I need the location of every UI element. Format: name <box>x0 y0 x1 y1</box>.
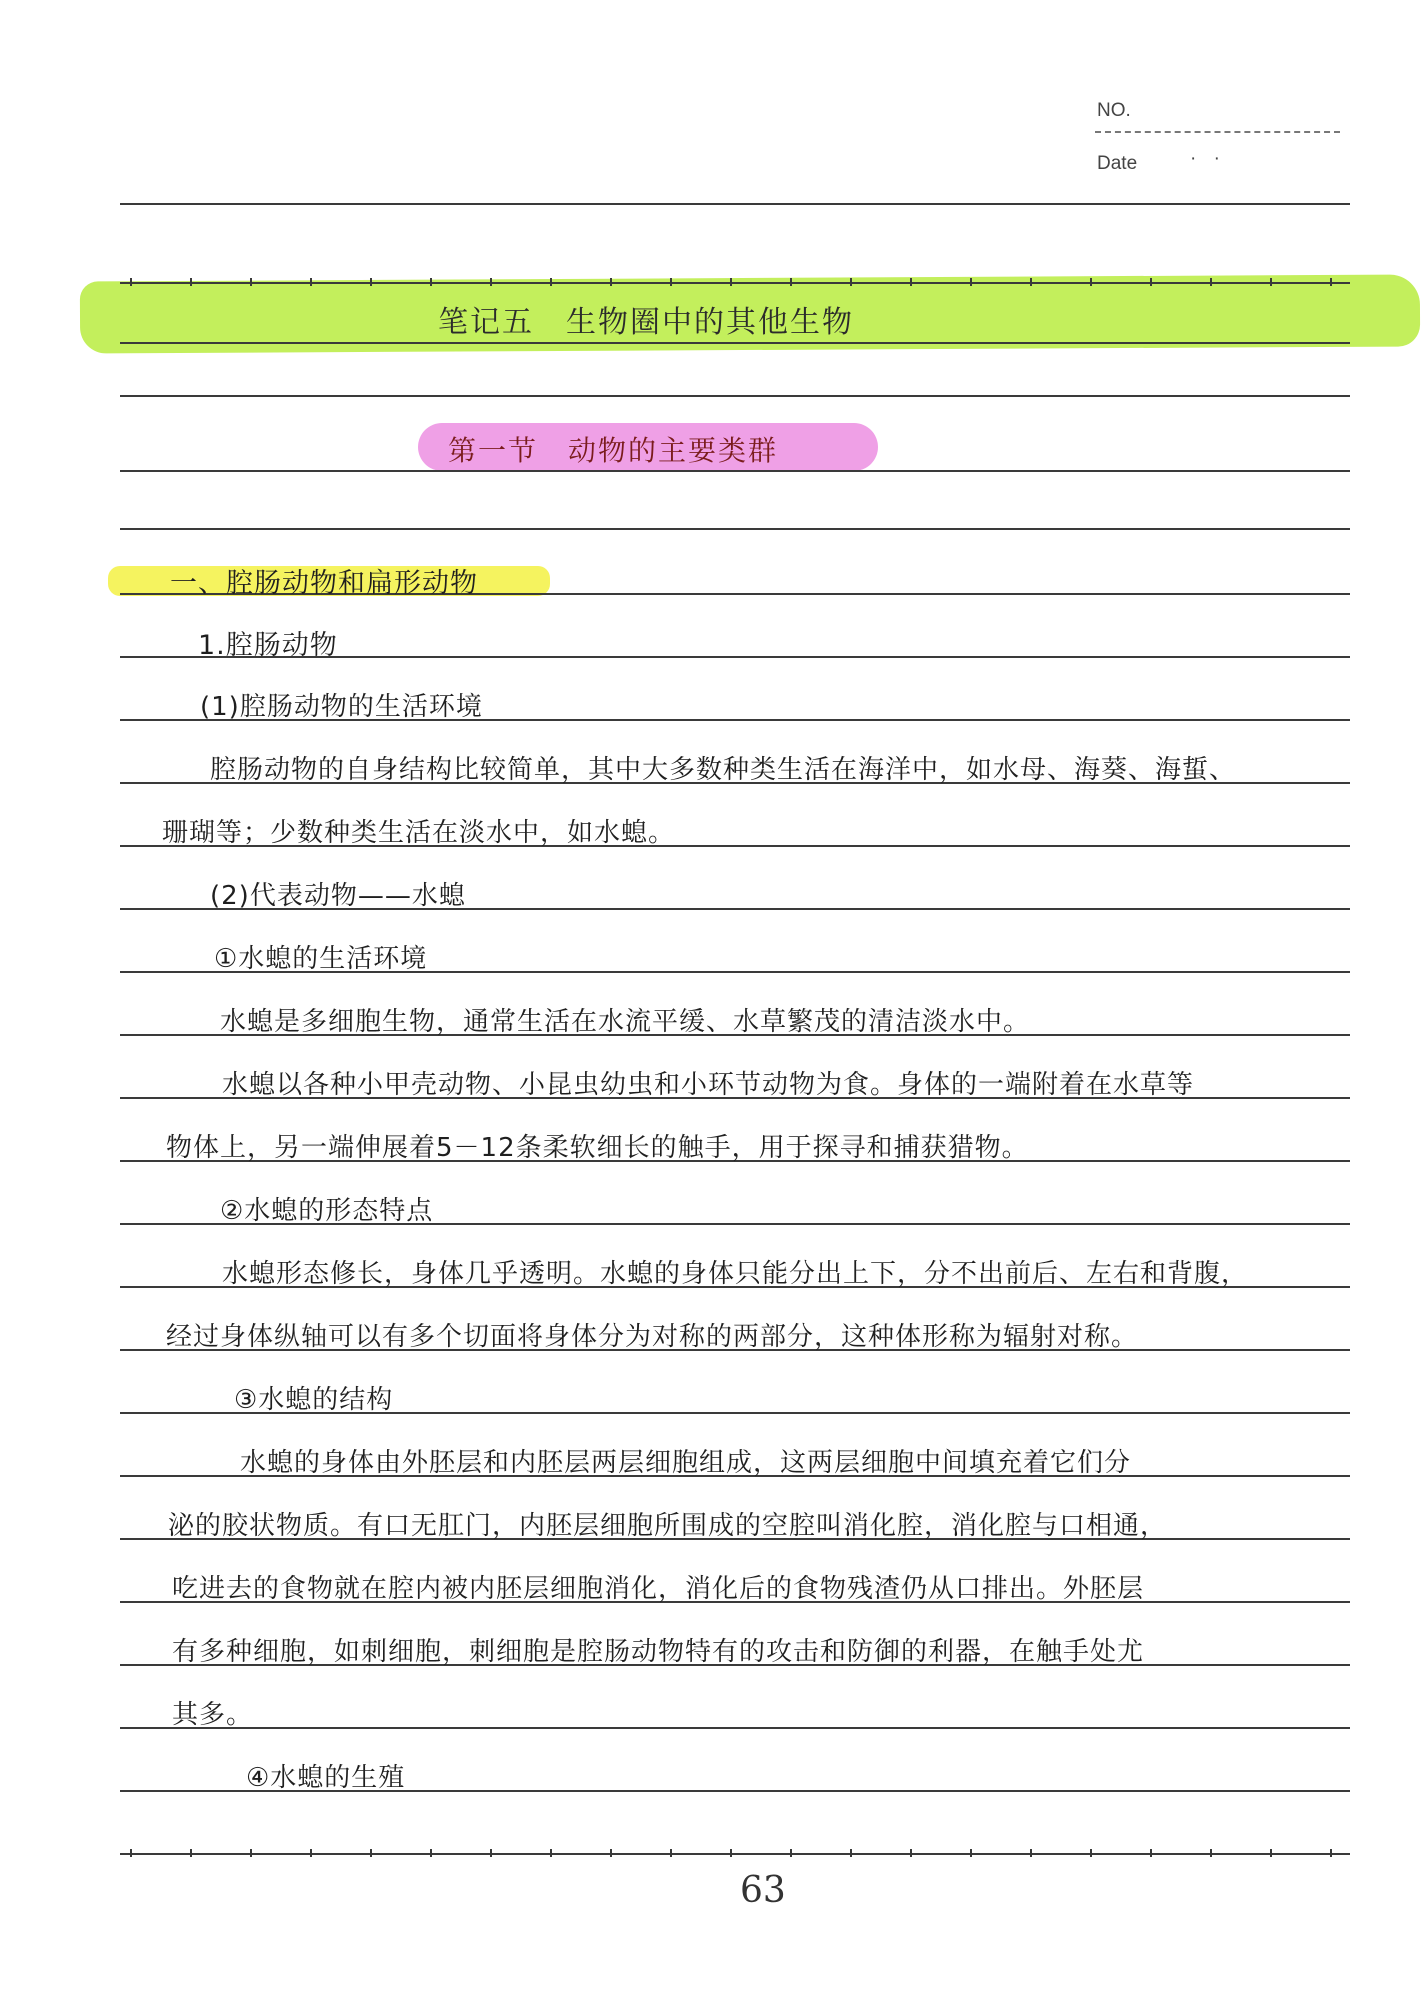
paragraph-line: 吃进去的食物就在腔内被内胚层细胞消化，消化后的食物残渣仍从口排出。外胚层 <box>172 1574 1145 1604</box>
ruled-line <box>120 203 1350 205</box>
heading-level-4: ①水螅的生活环境 <box>214 944 428 974</box>
number-label: NO. <box>1097 100 1131 121</box>
ruled-line <box>120 470 1350 472</box>
ruled-line <box>120 528 1350 530</box>
chapter-title: 笔记五 生物圈中的其他生物 <box>438 305 854 340</box>
number-dashed-line <box>1095 131 1340 133</box>
paragraph-line: 珊瑚等；少数种类生活在淡水中，如水螅。 <box>162 818 676 848</box>
paragraph-line: 其多。 <box>172 1700 254 1730</box>
page-number: 63 <box>740 1870 786 1911</box>
paragraph-line: 经过身体纵轴可以有多个切面将身体分为对称的两部分，这种体形称为辐射对称。 <box>166 1322 1139 1352</box>
date-dots: · · <box>1190 148 1226 169</box>
ruled-line <box>120 342 1350 344</box>
heading-level-3: (1)腔肠动物的生活环境 <box>200 692 483 722</box>
heading-level-4: ③水螅的结构 <box>234 1385 394 1415</box>
paragraph-line: 泌的胶状物质。有口无肛门，内胚层细胞所围成的空腔叫消化腔，消化腔与口相通， <box>168 1511 1168 1541</box>
heading-level-2: 1.腔肠动物 <box>198 630 338 661</box>
date-label: Date <box>1097 153 1138 174</box>
heading-level-1: 一、腔肠动物和扁形动物 <box>170 568 478 599</box>
paragraph-line: 有多种细胞，如刺细胞，刺细胞是腔肠动物特有的攻击和防御的利器，在触手处尤 <box>172 1637 1145 1667</box>
section-title: 第一节 动物的主要类群 <box>448 434 779 467</box>
bottom-tick-marks <box>130 1853 1345 1863</box>
paragraph-line: 腔肠动物的自身结构比较简单，其中大多数种类生活在海洋中，如水母、海葵、海蜇、 <box>210 755 1237 785</box>
paragraph-line: 水螅以各种小甲壳动物、小昆虫幼虫和小环节动物为食。身体的一端附着在水草等 <box>222 1070 1195 1100</box>
heading-level-4: ②水螅的形态特点 <box>220 1196 434 1226</box>
paragraph-line: 物体上，另一端伸展着5－12条柔软细长的触手，用于探寻和捕获猎物。 <box>166 1133 1029 1163</box>
paragraph-line: 水螅形态修长，身体几乎透明。水螅的身体只能分出上下，分不出前后、左右和背腹， <box>222 1259 1249 1289</box>
top-tick-marks <box>130 282 1345 292</box>
paragraph-line: 水螅是多细胞生物，通常生活在水流平缓、水草繁茂的清洁淡水中。 <box>220 1007 1031 1037</box>
heading-level-4: ④水螅的生殖 <box>246 1763 406 1793</box>
heading-level-3: (2)代表动物——水螅 <box>210 881 466 911</box>
ruled-line <box>120 1727 1350 1729</box>
ruled-line <box>120 395 1350 397</box>
paragraph-line: 水螅的身体由外胚层和内胚层两层细胞组成，这两层细胞中间填充着它们分 <box>240 1448 1132 1478</box>
